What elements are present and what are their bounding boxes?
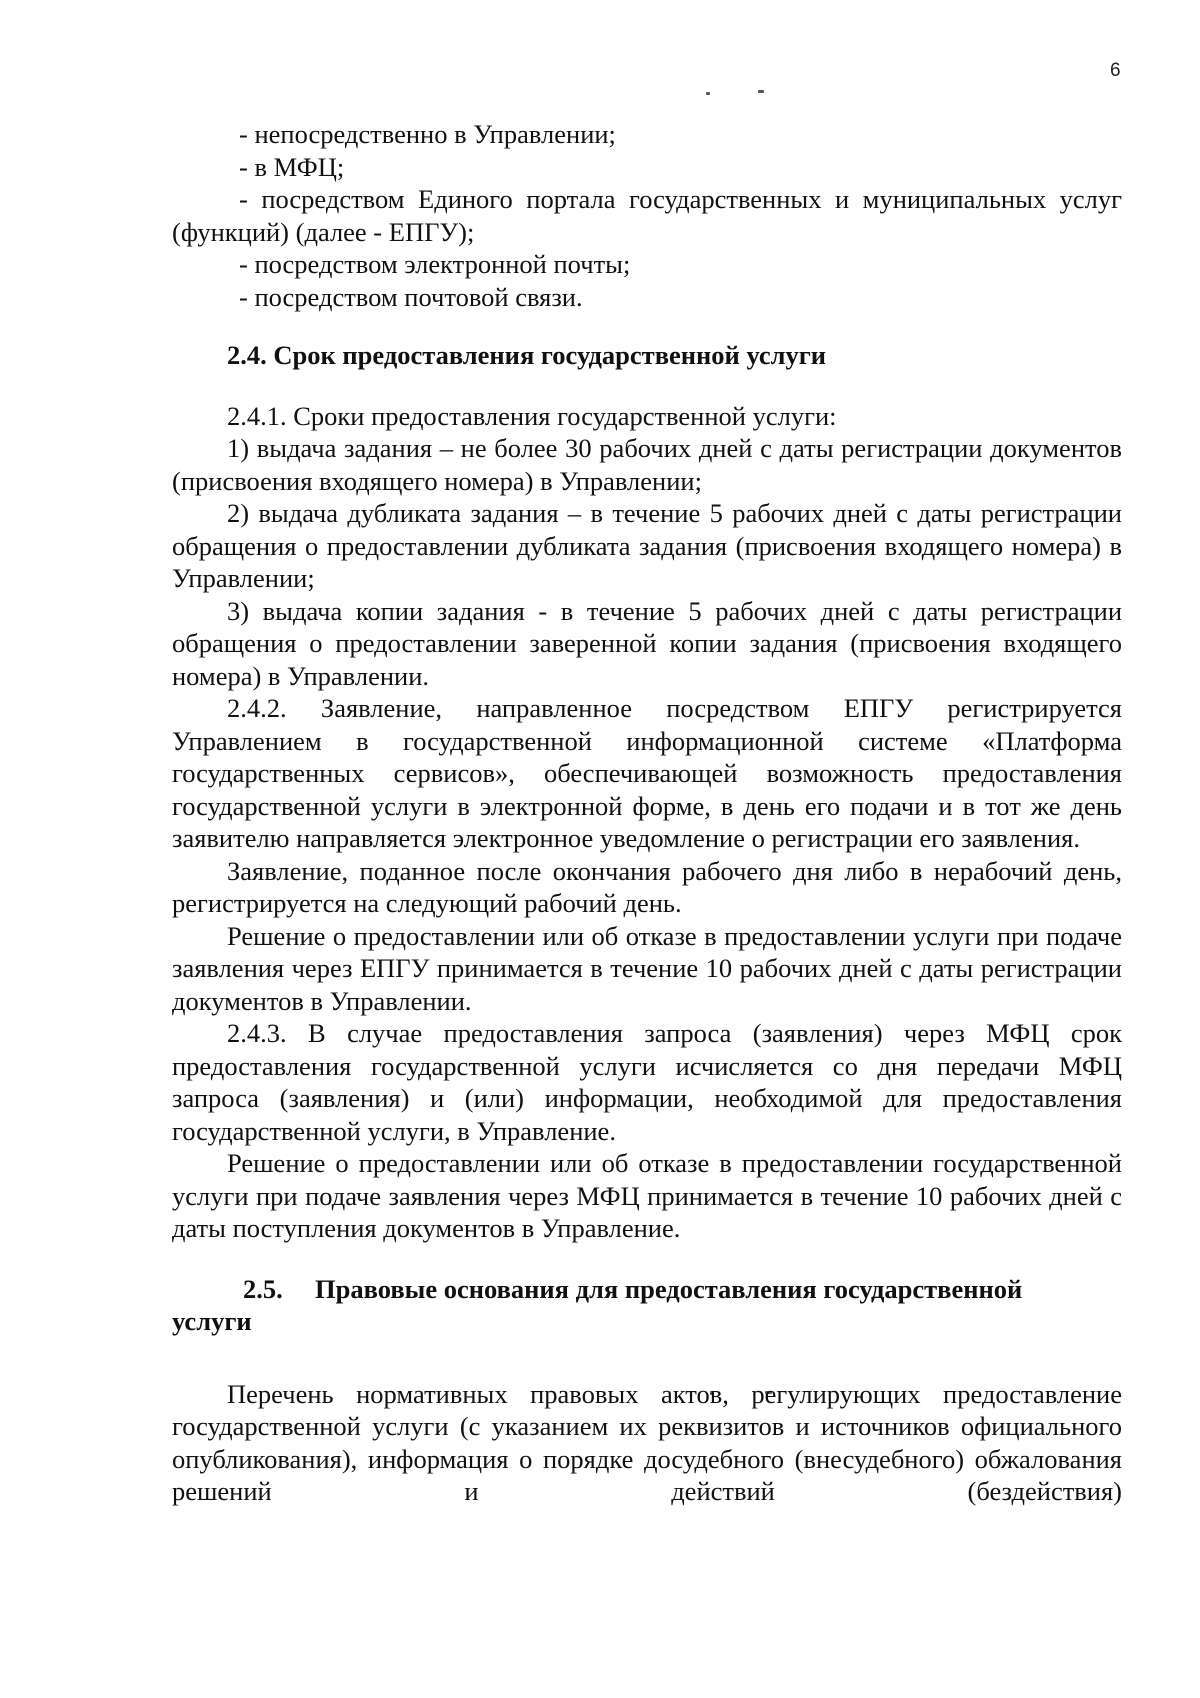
- paragraph: Решение о предоставлении или об отказе в предоставлении государственной услуги при подаче заявления через МФЦ принимается в течение 10 рабочих дней с даты поступления документов в Управление.: [172, 1148, 1122, 1243]
- list-item: - в МФЦ;: [239, 151, 345, 182]
- document-body: [172, 118, 1122, 1508]
- section-heading-2-5-line2: услуги: [172, 1306, 252, 1336]
- paragraph: 3) выдача копии задания - в течение 5 рабочих дней с даты регистрации обращения о предоставлении заверенной копии задания (присвоения входящего номера) в Управлении.: [172, 595, 1122, 691]
- list-item: - посредством почтовой связи.: [239, 281, 583, 312]
- scan-speck: [706, 92, 710, 95]
- paragraph: 1) выдача задания – не более 30 рабочих дней с даты регистрации документов (присвоения входящего номера) в Управлении;: [172, 433, 1122, 496]
- paragraph: Решение о предоставлении или об отказе в предоставлении услуги при подаче заявления через ЕПГУ принимается в течение 10 рабочих дней с даты регистрации документов в Управлении.: [172, 920, 1122, 1016]
- list-item: - непосредственно в Управлении;: [239, 119, 616, 149]
- section-heading-2-5-line1: [172, 1273, 1122, 1306]
- paragraph: 2.4.1. Сроки предоставления государственной услуги:: [227, 400, 837, 431]
- scan-speck: [758, 90, 764, 93]
- paragraph: Перечень нормативных правовых актов, регулирующих предоставление государственной услуги (с указанием их реквизитов и источников официального опубликования), информация о порядке досудебного (внесудебного) обжалования решений и действий (бездействия): [172, 1378, 1122, 1506]
- section-number: 2.5.: [243, 1273, 283, 1304]
- section-heading-text: Правовые основания для предоставления государственной: [315, 1273, 1023, 1304]
- paragraph: 2) выдача дубликата задания – в течение 5 рабочих дней с даты регистрации обращения о предоставлении дубликата задания (присвоения входящего номера) в Управлении;: [172, 498, 1122, 593]
- page-number: 6: [1110, 60, 1121, 81]
- list-item: - посредством электронной почты;: [239, 249, 631, 279]
- section-heading-2-5: [172, 1273, 1122, 1338]
- paragraph: 2.4.3. В случае предоставления запроса (заявления) через МФЦ срок предоставления государственной услуги исчисляется со дня передачи МФЦ запроса (заявления) и (или) информации, необходимой для предоставления государственной услуги, в Управление.: [172, 1018, 1122, 1146]
- paragraph: 2.4.2. Заявление, направленное посредством ЕПГУ регистрируется Управлением в государственной информационной системе «Платформа государственных сервисов», обеспечивающей возможность предоставления государственной услуги в электронной форме, в день его подачи и в тот же день заявителю направляется электронное уведомление о регистрации его заявления.: [172, 693, 1122, 853]
- list-item: - посредством Единого портала государственных и муниципальных услуг (функций) (далее - ЕПГУ);: [172, 184, 1122, 247]
- section-heading-2-4: 2.4. Срок предоставления государственной услуги: [227, 340, 827, 370]
- paragraph: Заявление, поданное после окончания рабочего дня либо в нерабочий день, регистрируется на следующий рабочий день.: [172, 855, 1122, 918]
